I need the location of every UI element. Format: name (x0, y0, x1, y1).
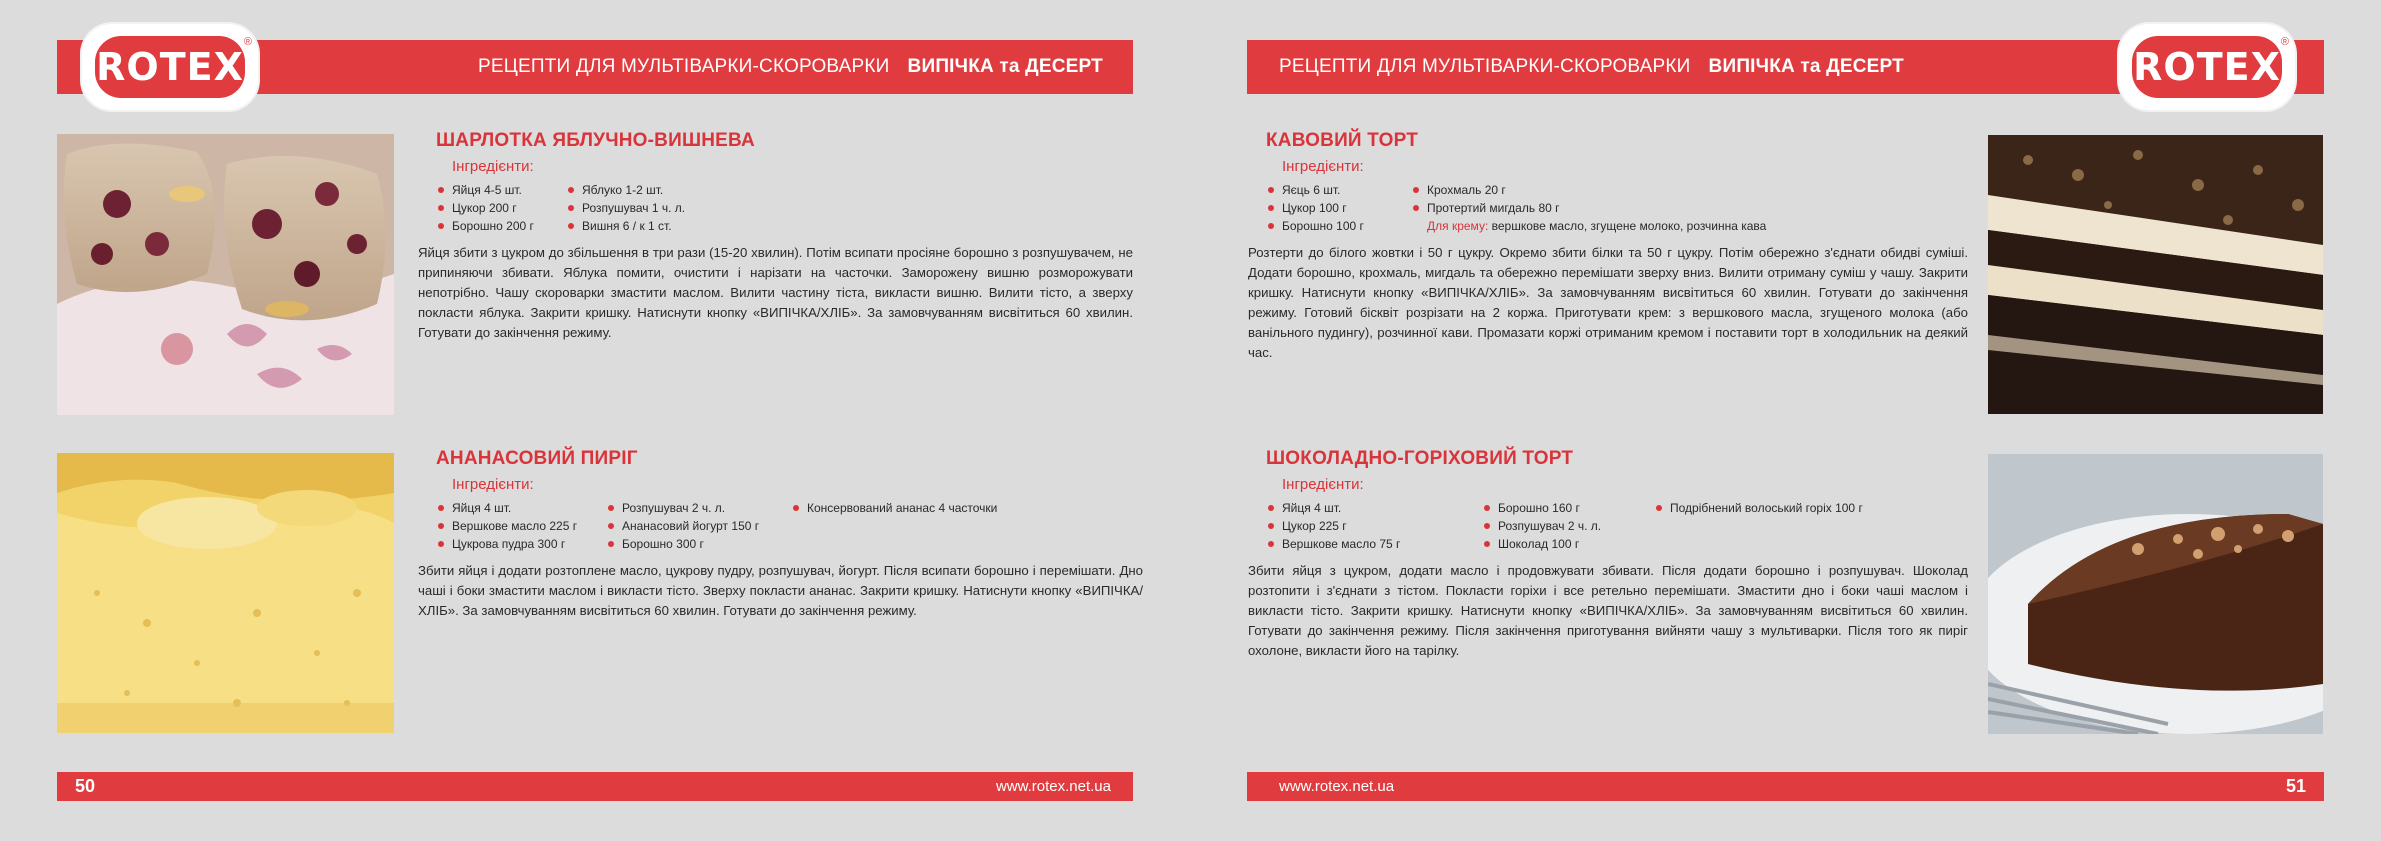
ingredient-item: Яйця 4-5 шт. (436, 181, 566, 199)
header-series: РЕЦЕПТИ ДЛЯ МУЛЬТІВАРКИ-СКОРОВАРКИ (1279, 56, 1691, 77)
ingredients-column (436, 181, 566, 235)
cream-text: вершкове масло, згущене молоко, розчинна кава (1491, 219, 1767, 233)
ingredient-item: Цукор 225 г (1266, 517, 1482, 535)
recipe-pineapple-pie (418, 448, 1143, 621)
ingredients-column (1411, 181, 1766, 235)
recipe-apple-cherry-charlotte (418, 130, 1133, 343)
ingredients-column (436, 499, 606, 553)
ingredients-column (566, 181, 685, 235)
ingredient-item: Крохмаль 20 г (1411, 181, 1766, 199)
recipe-title: ШОКОЛАДНО-ГОРІХОВИЙ ТОРТ (1266, 448, 1574, 469)
ingredient-item: Яйця 4 шт. (1266, 499, 1482, 517)
logo-text: ROTEX (2132, 36, 2282, 98)
header-category: ВИПІЧКА та ДЕСЕРТ (907, 56, 1103, 77)
ingredients-label: Інгредієнти: (452, 476, 534, 493)
recipe-instructions: Збити яйця з цукром, додати масло і продовжувати збивати. Після додати борошно і розпушувач. Шоколад розтопити і з'єднати з тістом. Покласти горіхи і все ретельно перемішати. Змастити дно і боки чаші маслом і викласти тісто. Закрити кришку. Натиснути кнопку «ВИПІЧКА/ХЛІБ». За замовчуванням висвітиться 60 хвилин. Готувати до закінчення режиму. Після закінчення приготування вийняти чашу з мультиварки. Після того як пиріг охолоне, викласти його на тарілку. (1248, 563, 1968, 658)
website-link[interactable]: www.rotex.net.ua (995, 778, 1111, 795)
ingredient-item: Борошно 200 г (436, 217, 566, 235)
ingredients-column (1266, 181, 1411, 235)
ingredient-item: Розпушувач 2 ч. л. (606, 499, 791, 517)
ingredients-list (436, 499, 1143, 553)
ingredient-item: Ананасовий йогурт 150 г (606, 517, 791, 535)
photo-apple-cherry-charlotte (57, 134, 394, 415)
ingredient-item: Цукор 100 г (1266, 199, 1411, 217)
ingredient-item: Розпушувач 1 ч. л. (566, 199, 685, 217)
ingredient-item: Розпушувач 2 ч. л. (1482, 517, 1654, 535)
footer-bar (57, 772, 1133, 801)
rotex-logo (82, 24, 258, 110)
ingredient-item: Вершкове масло 225 г (436, 517, 606, 535)
photo-pineapple-pie (57, 453, 394, 733)
ingredient-item: Вершкове масло 75 г (1266, 535, 1482, 553)
cream-label: Для крему: (1427, 219, 1489, 233)
ingredient-item: Цукрова пудра 300 г (436, 535, 606, 553)
header-series: РЕЦЕПТИ ДЛЯ МУЛЬТІВАРКИ-СКОРОВАРКИ (478, 56, 890, 77)
ingredient-item: Борошно 100 г (1266, 217, 1411, 235)
photo-chocolate-nut-cake (1988, 454, 2323, 734)
ingredient-item: Протертий мигдаль 80 г (1411, 199, 1766, 217)
recipe-title: КАВОВИЙ ТОРТ (1266, 130, 1418, 151)
ingredients-label: Інгредієнти: (1282, 158, 1364, 175)
ingredient-item: Борошно 300 г (606, 535, 791, 553)
rotex-logo (2119, 24, 2295, 110)
ingredients-column (791, 499, 997, 553)
recipe-instructions: Яйця збити з цукром до збільшення в три рази (15-20 хвилин). Потім всипати просіяне борошно з розпушувачем, не припиняючи збивати. Яблука помити, очистити і нарізати на часточки. Заморожену вишню розморожувати непотрібно. Чашу скороварки змастити маслом. Вилити частину тіста, викласти вишню. Вилити тісто, а зверху покласти яблука. Закрити кришку. Натиснути кнопку «ВИПІЧКА/ХЛІБ». За замовчуванням висвітиться 60 хвилин. Готувати до закінчення режиму. (418, 245, 1133, 340)
ingredients-column (1482, 499, 1654, 553)
ingredients-list (1266, 499, 1968, 553)
logo-text: ROTEX (95, 36, 245, 98)
ingredients-label: Інгредієнти: (452, 158, 534, 175)
ingredients-column (606, 499, 791, 553)
recipe-coffee-cake (1248, 130, 1968, 363)
ingredient-item: Яблуко 1-2 шт. (566, 181, 685, 199)
photo-coffee-cake (1988, 135, 2323, 414)
ingredient-item: Вишня 6 / к 1 ст. (566, 217, 685, 235)
page-number: 50 (75, 776, 96, 796)
ingredient-item: Яєць 6 шт. (1266, 181, 1411, 199)
footer-bar (1247, 772, 2324, 801)
ingredient-item: Яйця 4 шт. (436, 499, 606, 517)
ingredient-item: Борошно 160 г (1482, 499, 1654, 517)
recipe-instructions: Збити яйця і додати розтоплене масло, цукрову пудру, розпушувач, йогурт. Після всипати борошно і перемішати. Дно чаші і боки змастити маслом і викласти тісто. Зверху покласти ананас. Закрити кришку. Натиснути кнопку «ВИПІЧКА/ХЛІБ». За замовчуванням висвітиться 60 хвилин. Готувати до закінчення режиму. (418, 563, 1143, 618)
ingredients-list (436, 181, 1133, 235)
recipe-chocolate-nut-cake (1248, 448, 1968, 661)
ingredient-item: Цукор 200 г (436, 199, 566, 217)
logo-registered-mark: ® (2280, 36, 2289, 48)
website-link[interactable]: www.rotex.net.ua (1279, 778, 1395, 795)
recipe-title: ШАРЛОТКА ЯБЛУЧНО-ВИШНЕВА (436, 130, 755, 151)
ingredient-item: Подрібнений волоський горіх 100 г (1654, 499, 1863, 517)
right-page (1191, 0, 2381, 841)
recipe-instructions: Розтерти до білого жовтки і 50 г цукру. Окремо збити білки та 50 г цукру. Потім обережно з'єднати обидві суміші. Додати борошно, крохмаль, мигдаль та обережно перемішати зверху вниз. Вилити отриману суміш у чашу. Закрити кришку. Натиснути кнопку «ВИПІЧКА/ХЛІБ». За замовчуванням висвітиться 60 хвилин. Готувати до закінчення режиму. Готовий бісквіт розрізати на 2 коржа. Приготувати крем: з вершкового масла, згущеного молока (або ванільного пудингу), розчинної кави. Промазати коржі отриманим кремом і поставити торт в холодильник на деякий час. (1248, 245, 1968, 360)
recipe-title: АНАНАСОВИЙ ПИРІГ (436, 448, 638, 469)
ingredients-column (1654, 499, 1863, 553)
ingredient-item: Консервований ананас 4 часточки (791, 499, 997, 517)
left-page (0, 0, 1190, 841)
page-number: 51 (2285, 776, 2306, 796)
ingredients-label: Інгредієнти: (1282, 476, 1364, 493)
ingredient-item: Шоколад 100 г (1482, 535, 1654, 553)
logo-registered-mark: ® (243, 36, 252, 48)
ingredients-column (1266, 499, 1482, 553)
cream-ingredients (1411, 217, 1766, 235)
ingredients-list (1266, 181, 1968, 235)
header-category: ВИПІЧКА та ДЕСЕРТ (1708, 56, 1904, 77)
